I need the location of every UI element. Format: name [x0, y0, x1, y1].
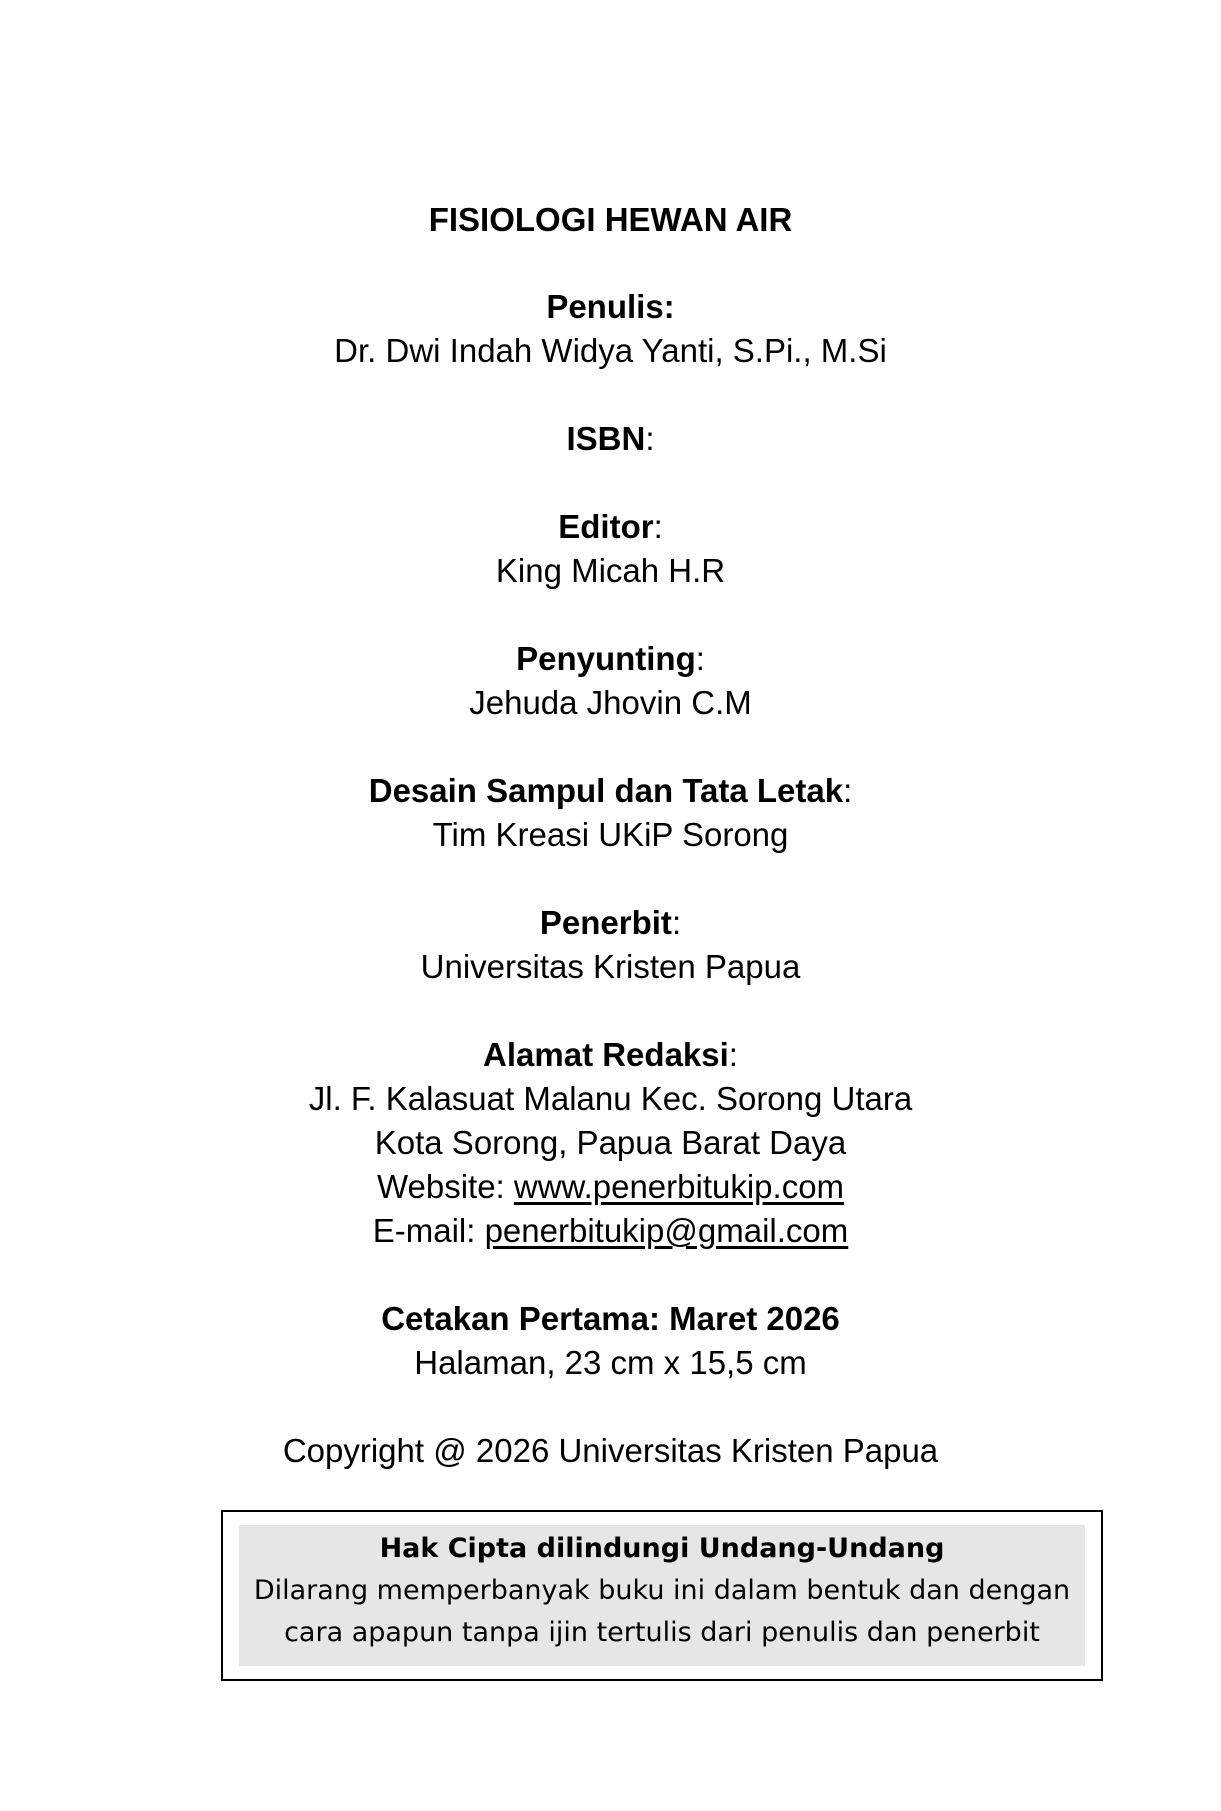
notice-line-2: cara apapun tanpa ijin tertulis dari penulis dan penerbit: [284, 1617, 1040, 1648]
notice-heading: Hak Cipta dilindungi Undang-Undang: [379, 1533, 945, 1564]
penulis-value: Dr. Dwi Indah Widya Yanti, S.Pi., M.Si: [334, 332, 887, 369]
email-link[interactable]: penerbitukip@gmail.com: [484, 1212, 849, 1249]
penyunting-value: Jehuda Jhovin C.M: [469, 684, 752, 721]
alamat-line2: Kota Sorong, Papua Barat Daya: [374, 1124, 847, 1161]
penerbit-label: Penerbit: [539, 904, 672, 941]
editor-value: King Micah H.R: [495, 552, 726, 589]
copyright-notice-box: [221, 1510, 1103, 1681]
isbn-label: ISBN: [566, 420, 646, 457]
isbn-colon: :: [645, 420, 655, 457]
alamat-line1: Jl. F. Kalasuat Malanu Kec. Sorong Utara: [308, 1080, 913, 1117]
email-row: [0, 1209, 1221, 1253]
copyright-notice-panel: [239, 1525, 1085, 1666]
editor-colon: :: [653, 508, 663, 545]
desain-value: Tim Kreasi UKiP Sorong: [432, 816, 789, 853]
website-link[interactable]: www.penerbitukip.com: [513, 1168, 845, 1205]
penyunting-colon: :: [695, 640, 705, 677]
alamat-row: [0, 1033, 1221, 1077]
penerbit-row: [0, 901, 1221, 945]
desain-label: Desain Sampul dan Tata Letak: [368, 772, 844, 809]
desain-row: [0, 769, 1221, 813]
book-title: FISIOLOGI HEWAN AIR: [428, 201, 793, 238]
penerbit-value: Universitas Kristen Papua: [420, 948, 801, 985]
website-prefix: Website:: [376, 1168, 514, 1205]
penyunting-label: Penyunting: [516, 640, 696, 677]
copyright-text: Copyright @ 2026 Universitas Kristen Papua: [282, 1432, 939, 1469]
cetakan-value: Halaman, 23 cm x 15,5 cm: [414, 1344, 807, 1381]
alamat-colon: :: [728, 1036, 738, 1073]
website-row: [0, 1165, 1221, 1209]
email-prefix: E-mail:: [372, 1212, 485, 1249]
cetakan-label: Cetakan Pertama: Maret 2026: [381, 1300, 840, 1337]
penyunting-row: [0, 637, 1221, 681]
editor-row: [0, 505, 1221, 549]
isbn-row: [0, 417, 1221, 461]
penerbit-colon: :: [671, 904, 682, 941]
alamat-label: Alamat Redaksi: [483, 1036, 729, 1073]
notice-line-1: Dilarang memperbanyak buku ini dalam bentuk dan dengan: [253, 1575, 1071, 1606]
desain-colon: :: [843, 772, 853, 809]
penulis-label: Penulis:: [546, 288, 675, 325]
editor-label: Editor: [558, 508, 654, 545]
